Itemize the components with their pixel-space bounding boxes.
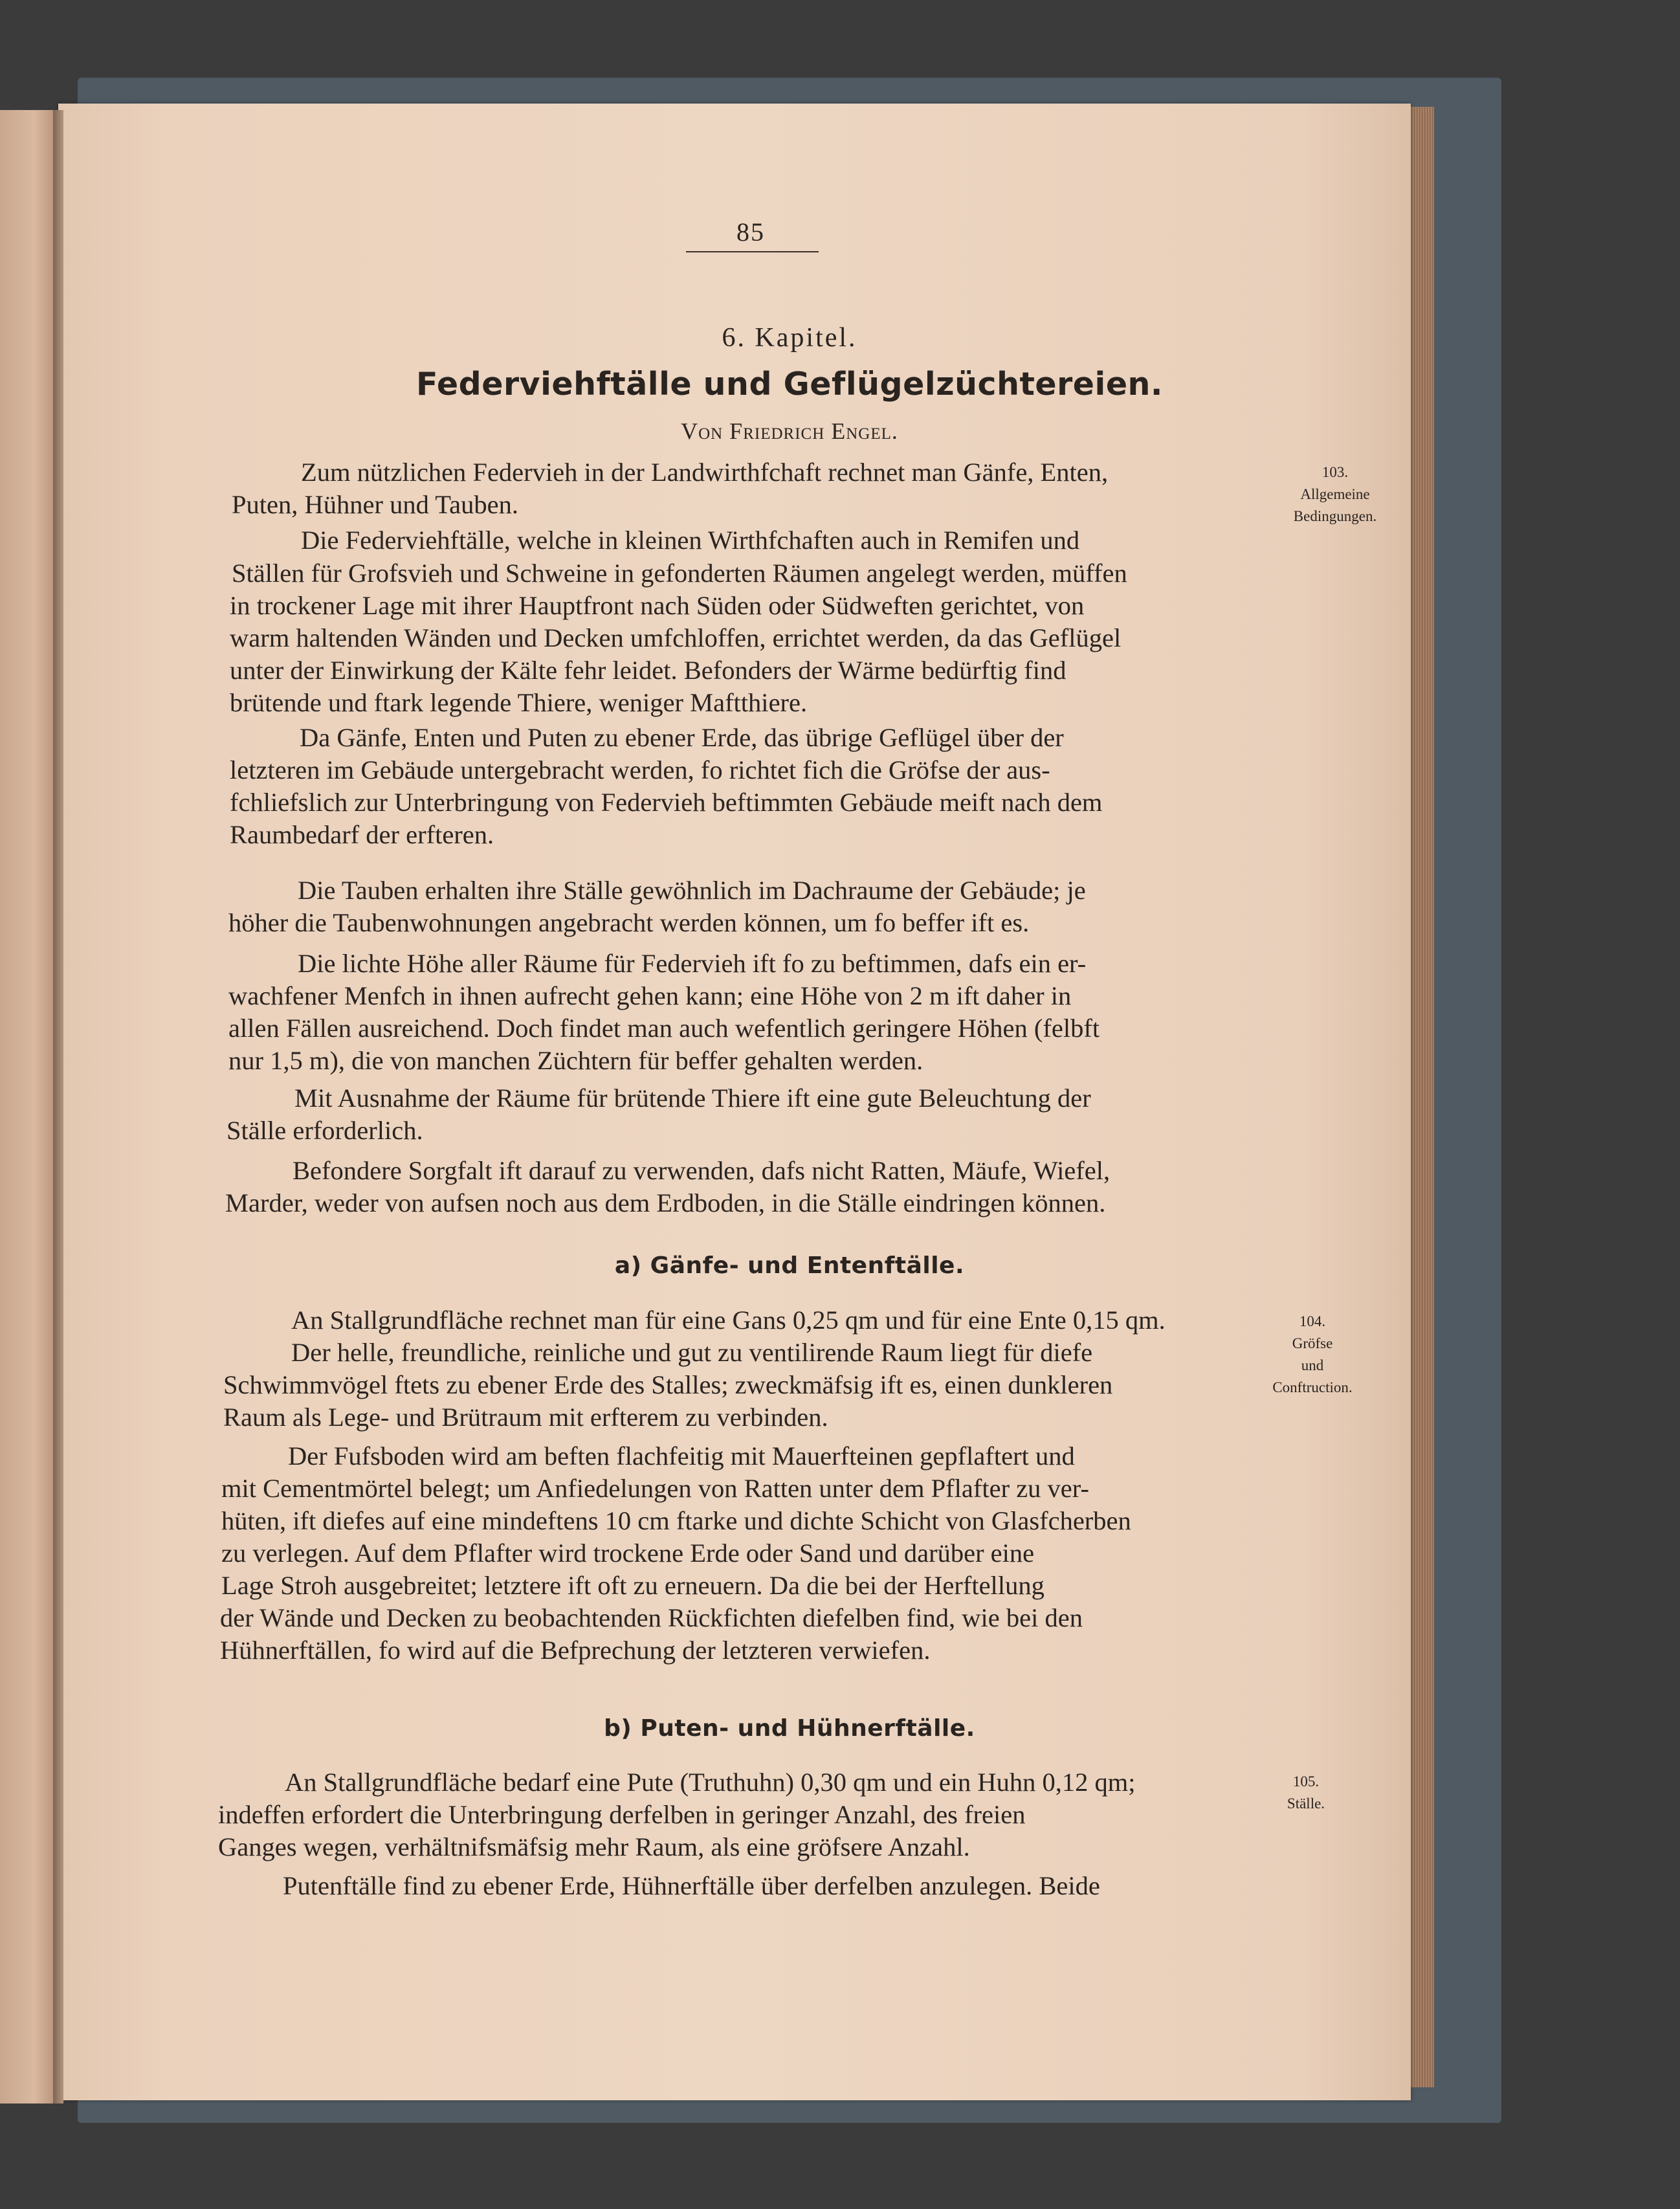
margin-note-103 [1264,461,1406,527]
body-line: höher die Taubenwohnungen angebracht werden können, um fo beffer ift es. [228,908,1030,937]
body-line: brütende und ftark legende Thiere, weniger Maftthiere. [230,688,808,717]
body-line: An Stallgrundfläche bedarf eine Pute (Truthuhn) 0,30 qm und ein Huhn 0,12 qm; [285,1768,1136,1797]
chapter-number: 6. Kapitel. [722,323,857,353]
margin-note-105 [1235,1771,1377,1815]
section-b-heading: b) Puten- und Hühnerftälle. [604,1715,975,1742]
body-line: Putenftälle find zu ebener Erde, Hühnerftälle über derfelben anzulegen. Beide [283,1871,1100,1900]
margin-note-line: Gröfse [1292,1335,1333,1351]
body-line: warm haltenden Wänden und Decken umfchloffen, errichtet werden, da das Geflügel [230,623,1122,652]
body-line: hüten, ift diefes auf eine mindeftens 10 cm ftarke und dichte Schicht von Glasfcherben [221,1506,1131,1535]
body-line: Raumbedarf der erfteren. [230,820,494,849]
body-line: in trockener Lage mit ihrer Hauptfront nach Süden oder Südweften gerichtet, von [230,591,1085,620]
section-a-heading: a) Gänfe- und Entenftälle. [614,1252,965,1279]
body-line: indeffen erfordert die Unterbringung derfelben in geringer Anzahl, des freien [218,1800,1026,1829]
margin-note-line: 104. [1299,1313,1326,1329]
body-line: Die Tauben erhalten ihre Ställe gewöhnlich im Dachraume der Gebäude; je [298,876,1086,905]
body-line: der Wände und Decken zu beobachtenden Rückfichten diefelben find, wie bei den [220,1603,1083,1632]
left-facing-page [0,110,57,2104]
margin-note-line: und [1301,1357,1324,1373]
body-line: Lage Stroh ausgebreitet; letztere ift oft zu erneuern. Da die bei der Herftellung [221,1571,1044,1600]
body-line: Puten, Hühner und Tauben. [232,490,518,519]
body-line: Marder, weder von aufsen noch aus dem Erdboden, in die Ställe eindringen können. [225,1188,1106,1217]
page-number-rule [686,251,819,252]
book-gutter [53,110,63,2104]
body-line: allen Fällen ausreichend. Doch findet man auch wefentlich geringere Höhen (felbft [228,1014,1100,1043]
body-line: unter der Einwirkung der Kälte fehr leidet. Befonders der Wärme bedürftig find [230,656,1067,685]
body-line: Mit Ausnahme der Räume für brütende Thiere ift eine gute Beleuchtung der [294,1083,1091,1113]
body-line: Ganges wegen, verhältnifsmäfsig mehr Raum, als eine gröfsere Anzahl. [218,1832,970,1861]
body-line: Ställe erforderlich. [227,1116,423,1145]
body-line: Die lichte Höhe aller Räume für Federvieh ift fo zu beftimmen, dafs ein er- [298,949,1087,978]
body-line: Die Federviehftälle, welche in kleinen Wirthfchaften auch in Remifen und [301,526,1080,555]
page-number: 85 [736,217,765,247]
chapter-author: Von Friedrich Engel. [681,418,898,444]
body-line: Hühnerftällen, fo wird auf die Befprechung der letzteren verwiefen. [220,1636,931,1665]
margin-note-line: 103. [1321,464,1349,480]
body-line: zu verlegen. Auf dem Pflafter wird trockene Erde oder Sand und darüber eine [221,1538,1035,1568]
body-line: fchliefslich zur Unterbringung von Federvieh beftimmten Gebäude meift nach dem [230,788,1103,817]
margin-note-line: Allgemeine [1300,486,1370,502]
body-line: letzteren im Gebäude untergebracht werden, fo richtet fich die Gröfse der aus- [230,755,1050,784]
body-line: wachfener Menfch in ihnen aufrecht gehen kann; eine Höhe von 2 m ift daher in [228,981,1072,1010]
margin-note-104 [1241,1311,1384,1399]
body-line: mit Cementmörtel belegt; um Anfiedelungen von Ratten unter dem Pflafter zu ver- [221,1474,1089,1503]
body-line: Da Gänfe, Enten und Puten zu ebener Erde, das übrige Geflügel über der [300,723,1064,752]
body-line: Der Fufsboden wird am beften flachfeitig mit Mauerfteinen gepflaftert und [288,1441,1075,1471]
body-line: nur 1,5 m), die von manchen Züchtern für beffer gehalten werden. [228,1046,923,1075]
body-line: Befondere Sorgfalt ift darauf zu verwenden, dafs nicht Ratten, Mäufe, Wiefel, [293,1156,1111,1185]
body-line: Zum nützlichen Federvieh in der Landwirthfchaft rechnet man Gänfe, Enten, [301,458,1109,487]
body-line: An Stallgrundfläche rechnet man für eine Gans 0,25 qm und für eine Ente 0,15 qm. [291,1305,1166,1335]
body-line: Ställen für Grofsvieh und Schweine in gefonderten Räumen angelegt werden, müffen [232,559,1127,588]
margin-note-line: Ställe. [1287,1795,1325,1812]
margin-note-line: 105. [1292,1773,1320,1790]
margin-note-line: Bedingungen. [1293,508,1377,524]
body-line: Schwimmvögel ftets zu ebener Erde des Stalles; zweckmäfsig ift es, einen dunkleren [223,1370,1113,1399]
body-line: Der helle, freundliche, reinliche und gut zu ventilirende Raum liegt für diefe [291,1338,1093,1367]
body-line: Raum als Lege- und Brütraum mit erfterem zu verbinden. [223,1403,828,1432]
margin-note-line: Conftruction. [1272,1379,1353,1395]
chapter-title: Federviehftälle und Geflügelzüchtereien. [415,366,1164,403]
